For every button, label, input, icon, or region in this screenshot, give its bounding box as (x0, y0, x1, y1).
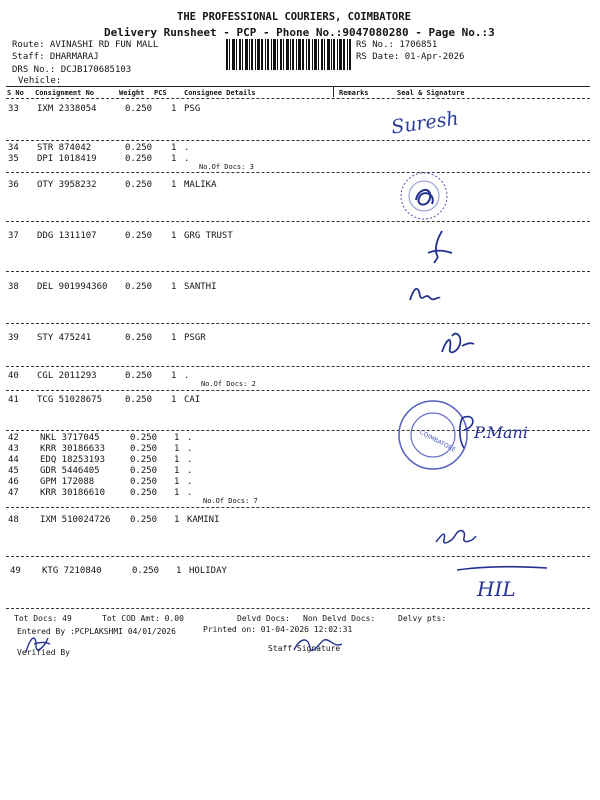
staff-signature: Staff Signature (268, 644, 341, 653)
row-consignee: MALIKA (184, 180, 217, 190)
row-separator (6, 507, 590, 508)
row-consignee: . (187, 488, 193, 498)
row-weight: 0.250 (130, 444, 158, 454)
row-consignee: . (187, 433, 193, 443)
row-weight: 0.250 (125, 104, 153, 114)
row-pcs: 1 (171, 231, 177, 241)
signature-pmani-text: P.Mani (474, 423, 528, 442)
delivered-docs: Delvd Docs: (237, 614, 290, 623)
row-weight: 0.250 (125, 395, 153, 405)
row-weight: 0.250 (125, 371, 153, 381)
row-pcs: 1 (174, 515, 180, 525)
row-pcs: 1 (176, 566, 182, 576)
row-separator (6, 390, 590, 391)
row-sno: 33 (8, 104, 19, 114)
signature-39 (432, 322, 478, 366)
row-consignee: . (184, 371, 190, 381)
row-sno: 44 (8, 455, 19, 465)
drs-label: DRS No.: DCJB170685103 (12, 65, 132, 75)
row-pcs: 1 (174, 488, 180, 498)
row-consignee: KAMINI (187, 515, 220, 525)
row-consignee: . (187, 455, 193, 465)
row-pcs: 1 (171, 180, 177, 190)
row-consignment: STR 874042 (37, 143, 92, 153)
group-doc-count: No.Of Docs: 2 (201, 380, 256, 388)
row-pcs: 1 (174, 433, 180, 443)
non-delivered-docs: Non Delvd Docs: (303, 614, 376, 623)
col-pcs: PCS (154, 89, 167, 97)
stamp-text: COIMBATORE (418, 428, 457, 454)
staff-label: Staff: DHARMARAJ (12, 52, 99, 62)
row-pcs: 1 (174, 477, 180, 487)
row-consignee: . (187, 477, 193, 487)
row-pcs: 1 (171, 333, 177, 343)
row-separator (6, 556, 590, 557)
row-sno: 34 (8, 143, 19, 153)
col-sno: S No (7, 89, 24, 97)
rs-date: RS Date: 01-Apr-2026 (356, 52, 465, 62)
row-weight: 0.250 (125, 154, 153, 164)
barcode-graphic (226, 39, 352, 70)
row-consignment: IXM 2338054 (37, 104, 97, 114)
table-header-rule (6, 98, 590, 99)
row-weight: 0.250 (125, 180, 153, 190)
row-consignee: GRG TRUST (184, 231, 233, 241)
row-sno: 46 (8, 477, 19, 487)
total-cod-amount: Tot COD Amt: 0.00 (102, 614, 184, 623)
signature-suresh (385, 105, 465, 143)
signature-suresh-text: Suresh (389, 107, 460, 139)
col-seal: Seal & Signature (397, 89, 465, 97)
row-separator (6, 221, 590, 222)
row-sno: 35 (8, 154, 19, 164)
row-weight: 0.250 (125, 282, 153, 292)
entered-by: Entered By :PCPLAKSHMI 04/01/2026 (17, 627, 176, 636)
row-sno: 47 (8, 488, 19, 498)
route-label: Route: AVINASHI RD FUN MALL (12, 40, 159, 50)
row-consignment: CGL 2011293 (37, 371, 97, 381)
row-pcs: 1 (171, 395, 177, 405)
row-sno: 42 (8, 433, 19, 443)
signature-38 (404, 278, 444, 312)
row-pcs: 1 (171, 282, 177, 292)
row-pcs: 1 (174, 444, 180, 454)
row-consignment: KTG 7210840 (42, 566, 102, 576)
signature-37 (412, 227, 462, 271)
row-sno: 37 (8, 231, 19, 241)
row-consignment: STY 475241 (37, 333, 92, 343)
row-consignee: PSGR (184, 333, 206, 343)
printed-on: Printed on: 01-04-2026 12:02:31 (203, 625, 353, 634)
row-separator (6, 140, 590, 141)
row-consignee: HOLIDAY (189, 566, 227, 576)
row-consignment: NKL 3717045 (40, 433, 100, 443)
row-separator (6, 323, 590, 324)
signature-hil-text: HIL (477, 577, 516, 601)
row-consignee: PSG (184, 104, 201, 114)
row-pcs: 1 (174, 455, 180, 465)
row-sno: 36 (8, 180, 19, 190)
row-sno: 38 (8, 282, 19, 292)
row-sno: 48 (8, 515, 19, 525)
row-weight: 0.250 (125, 333, 153, 343)
row-weight: 0.250 (125, 143, 153, 153)
row-consignee: SANTHI (184, 282, 217, 292)
verified-by: Verified By (17, 648, 70, 657)
row-weight: 0.250 (130, 488, 158, 498)
runsheet-title: Delivery Runsheet - PCP - Phone No.:9047080280 - Page No.:3 (104, 26, 495, 39)
verified-by-signature (20, 628, 56, 662)
row-weight: 0.250 (130, 477, 158, 487)
row-sno: 39 (8, 333, 19, 343)
row-weight: 0.250 (132, 566, 160, 576)
table-top-rule (6, 86, 590, 87)
row-consignment: GDR 5446405 (40, 466, 100, 476)
row-sno: 40 (8, 371, 19, 381)
row-consignment: GPM 172088 (40, 477, 95, 487)
col-consignee: Consignee Details (184, 89, 256, 97)
row-consignee: . (184, 143, 190, 153)
row-pcs: 1 (171, 154, 177, 164)
row-consignee: . (187, 466, 193, 476)
barcode (226, 39, 352, 70)
row-separator (6, 172, 590, 173)
row-consignment: KRR 30186610 (40, 488, 106, 498)
row-consignment: IXM 510024726 (40, 515, 111, 525)
signature-pmani (456, 410, 556, 458)
row-weight: 0.250 (130, 433, 158, 443)
rs-number: RS No.: 1706851 (356, 40, 438, 50)
signature-48 (428, 512, 488, 556)
row-consignment: DDG 1311107 (37, 231, 97, 241)
col-consignment: Consignment No (35, 89, 95, 97)
staff-signature-mark (290, 630, 350, 664)
row-pcs: 1 (171, 104, 177, 114)
row-consignment: DPI 1018419 (37, 154, 97, 164)
row-separator (6, 271, 590, 272)
row-pcs: 1 (171, 371, 177, 381)
row-consignee: . (184, 154, 190, 164)
row-weight: 0.250 (130, 515, 158, 525)
row-sno: 43 (8, 444, 19, 454)
row-consignment: OTY 3958232 (37, 180, 97, 190)
row-consignment: DEL 901994360 (37, 282, 108, 292)
column-divider (333, 86, 334, 97)
company-name: THE PROFESSIONAL COURIERS, COIMBATORE (177, 11, 411, 23)
total-docs: Tot Docs: 49 (14, 614, 72, 623)
row-weight: 0.250 (130, 466, 158, 476)
col-weight: Weight (119, 89, 145, 97)
row-separator (6, 366, 590, 367)
vehicle-label: Vehicle: (18, 76, 62, 86)
row-pcs: 1 (174, 466, 180, 476)
row-weight: 0.250 (125, 231, 153, 241)
row-sno: 45 (8, 466, 19, 476)
row-consignee: . (187, 444, 193, 454)
row-weight: 0.250 (130, 455, 158, 465)
delivery-points: Delvy pts: (398, 614, 447, 623)
col-remarks: Remarks (339, 89, 369, 97)
row-sno: 41 (8, 395, 19, 405)
row-consignee: CAI (184, 395, 201, 405)
row-consignment: KRR 30186633 (40, 444, 106, 454)
signature-hil (455, 562, 555, 612)
group-doc-count: No.Of Docs: 7 (203, 497, 258, 505)
group-doc-count: No.Of Docs: 3 (199, 163, 254, 171)
row-consignment: EDQ 18253193 (40, 455, 106, 465)
row-sno: 49 (10, 566, 21, 576)
stamp-signature-36 (396, 170, 452, 226)
row-consignment: TCG 51028675 (37, 395, 103, 405)
row-pcs: 1 (171, 143, 177, 153)
